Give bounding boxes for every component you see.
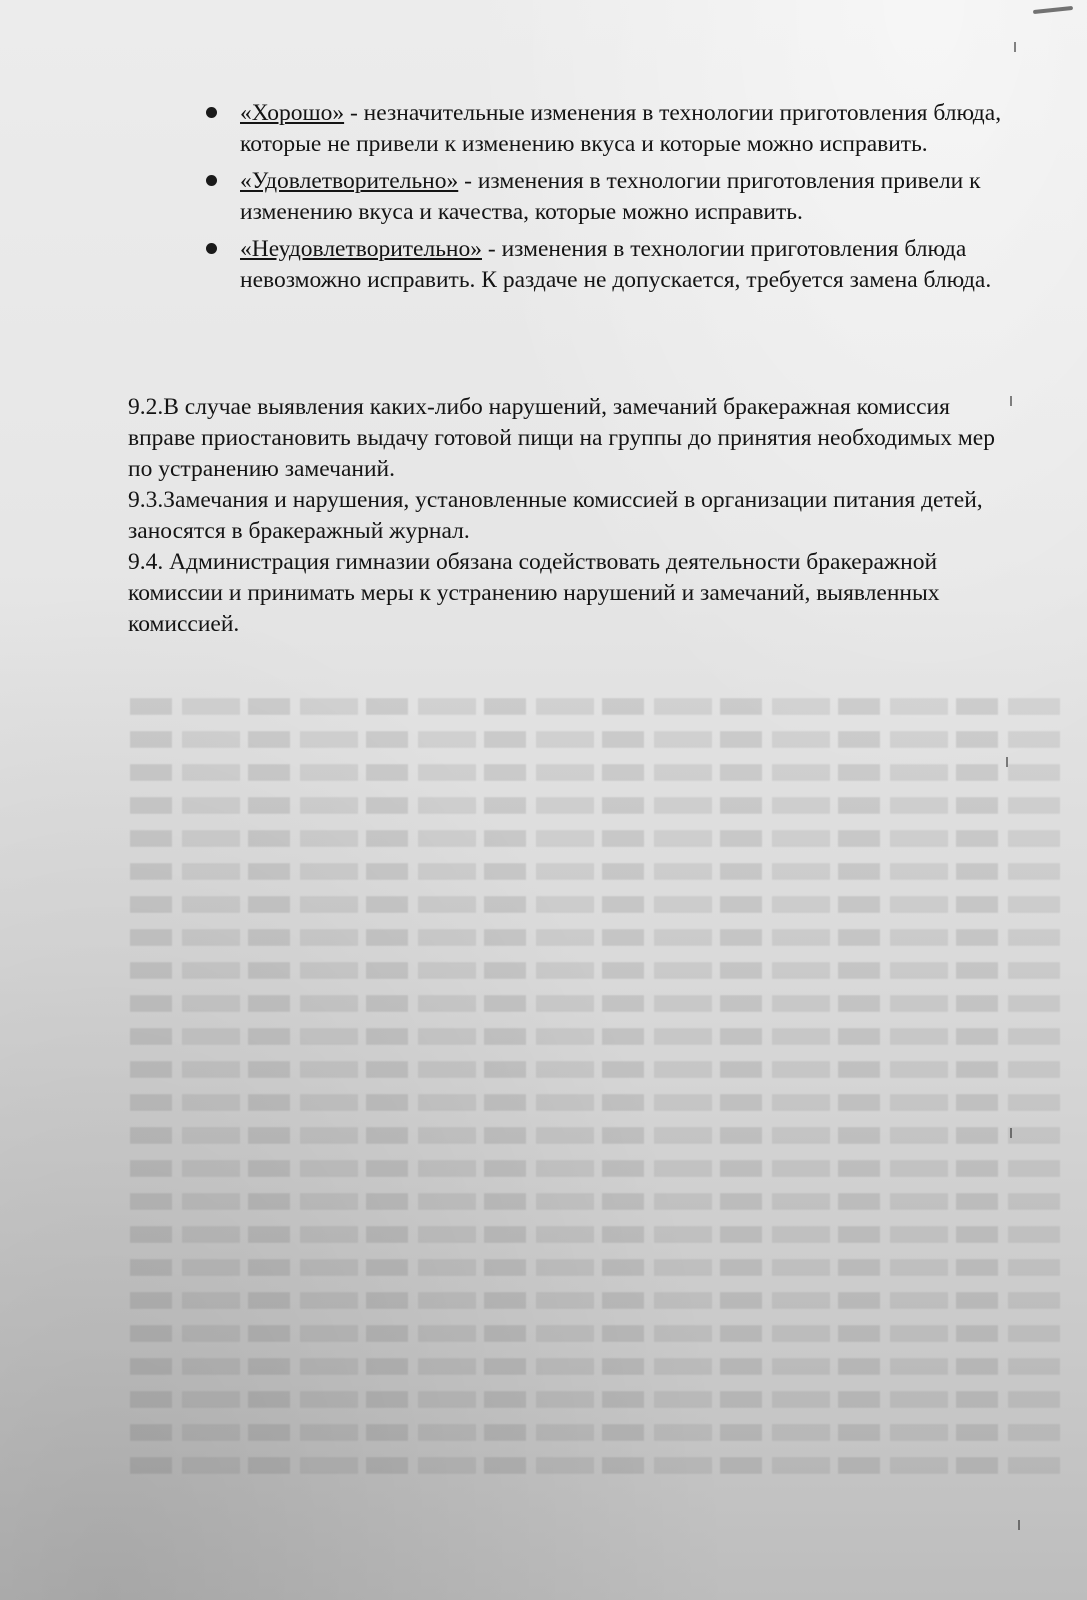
list-item [200,234,1060,296]
rating-term: «Неудовлетворительно» [240,236,482,262]
margin-tick [1010,1128,1012,1138]
corner-pen-mark [1033,6,1073,14]
bleed-through-text [130,690,1060,1482]
clause-9-2: 9.2.В случае выявления каких-либо нарушений, замечаний бракеражная комиссия вправе приостановить выдачу готовой пищи на группы до принятия необходимых мер по устранению замечаний. [128,394,995,482]
bullet-icon [206,107,217,118]
rating-term: «Удовлетворительно» [240,168,459,194]
bullet-icon [206,175,217,186]
margin-tick [1010,396,1012,406]
rating-term: «Хорошо» [240,100,345,126]
list-item [200,98,1060,160]
bullet-icon [206,243,217,254]
clauses [128,392,998,640]
list-item [200,166,1060,228]
clause-9-4: 9.4. Администрация гимназии обязана содействовать деятельности бракеражной комиссии и принимать меры к устранению нарушений и замечаний, выявленных комиссией. [128,549,940,637]
rating-description: - изменения в технологии приготовления блюда невозможно исправить. К раздаче не допускается, требуется замена блюда. [240,236,992,293]
margin-tick [1018,1520,1020,1530]
margin-tick [1014,42,1016,52]
clause-9-3: 9.3.Замечания и нарушения, установленные комиссией в организации питания детей, заносятся в бракеражный журнал. [128,487,983,544]
rating-description: - незначительные изменения в технологии приготовления блюда, которые не привели к изменению вкуса и которые можно исправить. [240,100,1002,157]
margin-tick [1006,757,1008,767]
rating-description: - изменения в технологии приготовления привели к изменению вкуса и качества, которые можно исправить. [240,168,981,225]
rating-list [200,98,1060,302]
